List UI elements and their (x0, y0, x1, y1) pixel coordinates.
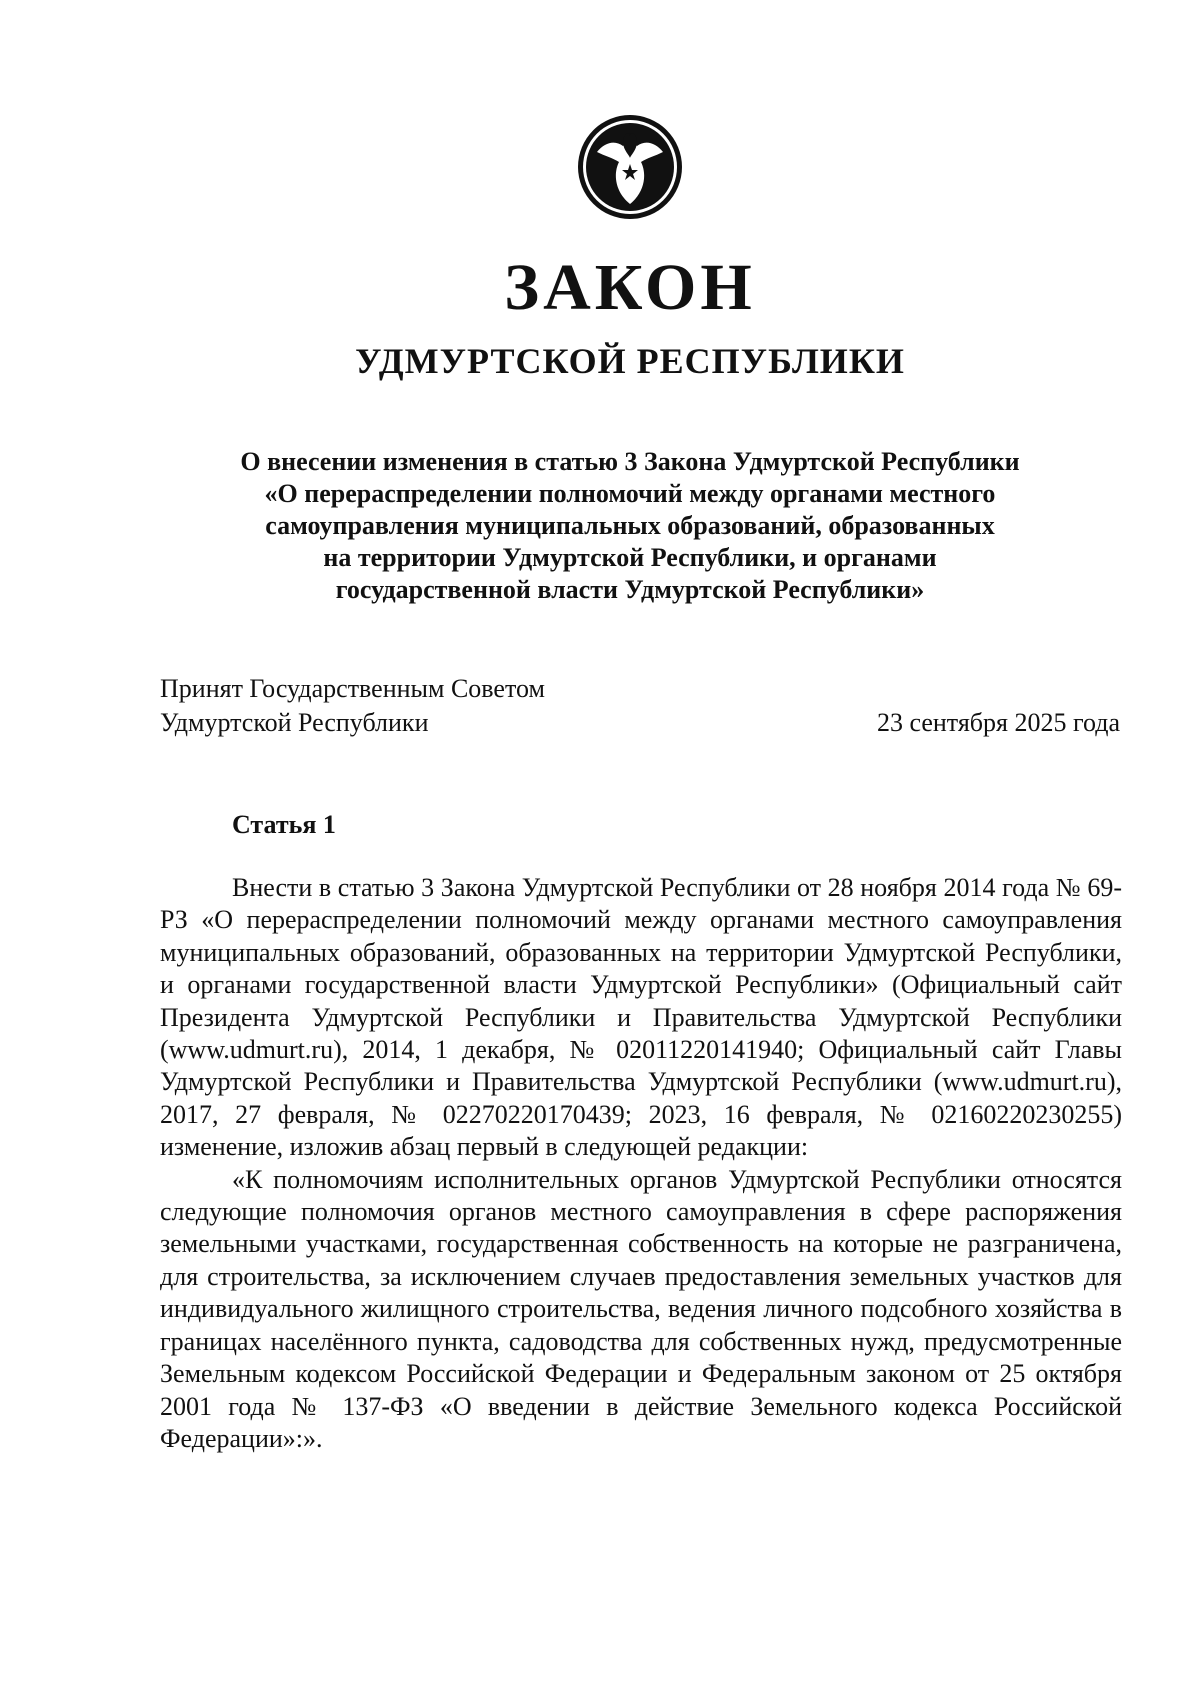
heading-line: «О перераспределении полномочий между органами местного (264, 479, 996, 508)
adopted-by-line: Принят Государственным Советом (160, 674, 545, 703)
document-title: ЗАКОН (504, 251, 756, 324)
heading-line: О внесении изменения в статью 3 Закона Удмуртской Республики (240, 447, 1020, 476)
law-heading (200, 446, 1060, 606)
heading-line: самоуправления муниципальных образований, образованных (265, 511, 995, 540)
article-body (160, 872, 1122, 1455)
article-paragraph: «К полномочиям исполнительных органов Удмуртской Республики относятся следующие полномочия органов местного самоуправления в сфере распоряжения земельными участками, государственная собственность на которые не разграничена, для строительства, за исключением случаев предоставления земельных участков для индивидуального жилищного строительства, ведения личного подсобного хозяйства в границах населённого пункта, садоводства для собственных нужд, предусмотренные Земельным кодексом Российской Федерации и Федеральным законом от 25 октября 2001 года № 137-ФЗ «О введении в действие Земельного кодекса Российской Федерации»:». (160, 1164, 1122, 1453)
adopted-by-line: Удмуртской Республики (160, 708, 429, 737)
heading-line: на территории Удмуртской Республики, и органами (323, 543, 937, 572)
article-title: Статья 1 (232, 810, 336, 839)
adoption-date: 23 сентября 2025 года (876, 708, 1120, 737)
document-subtitle: УДМУРТСКОЙ РЕСПУБЛИКИ (355, 341, 905, 381)
heading-line: государственной власти Удмуртской Республики» (335, 575, 925, 604)
article-paragraph: Внести в статью 3 Закона Удмуртской Республики от 28 ноября 2014 года № 69-РЗ «О перераспределении полномочий между органами местного самоуправления муниципальных образований, образованных на территории Удмуртской Республики, и органами государственной власти Удмуртской Республики» (Официальный сайт Президента Удмуртской Республики и Правительства Удмуртской Республики (www.udmurt.ru), 2014, 1 декабря, № 02011220141940; Официальный сайт Главы Удмуртской Республики и Правительства Удмуртской Республики (www.udmurt.ru), 2017, 27 февраля, № 02270220170439; 2023, 16 февраля, № 02160220230255) изменение, изложив абзац первый в следующей редакции: (160, 873, 1122, 1162)
coat-of-arms-icon (575, 112, 685, 222)
adoption-block (160, 672, 1120, 740)
